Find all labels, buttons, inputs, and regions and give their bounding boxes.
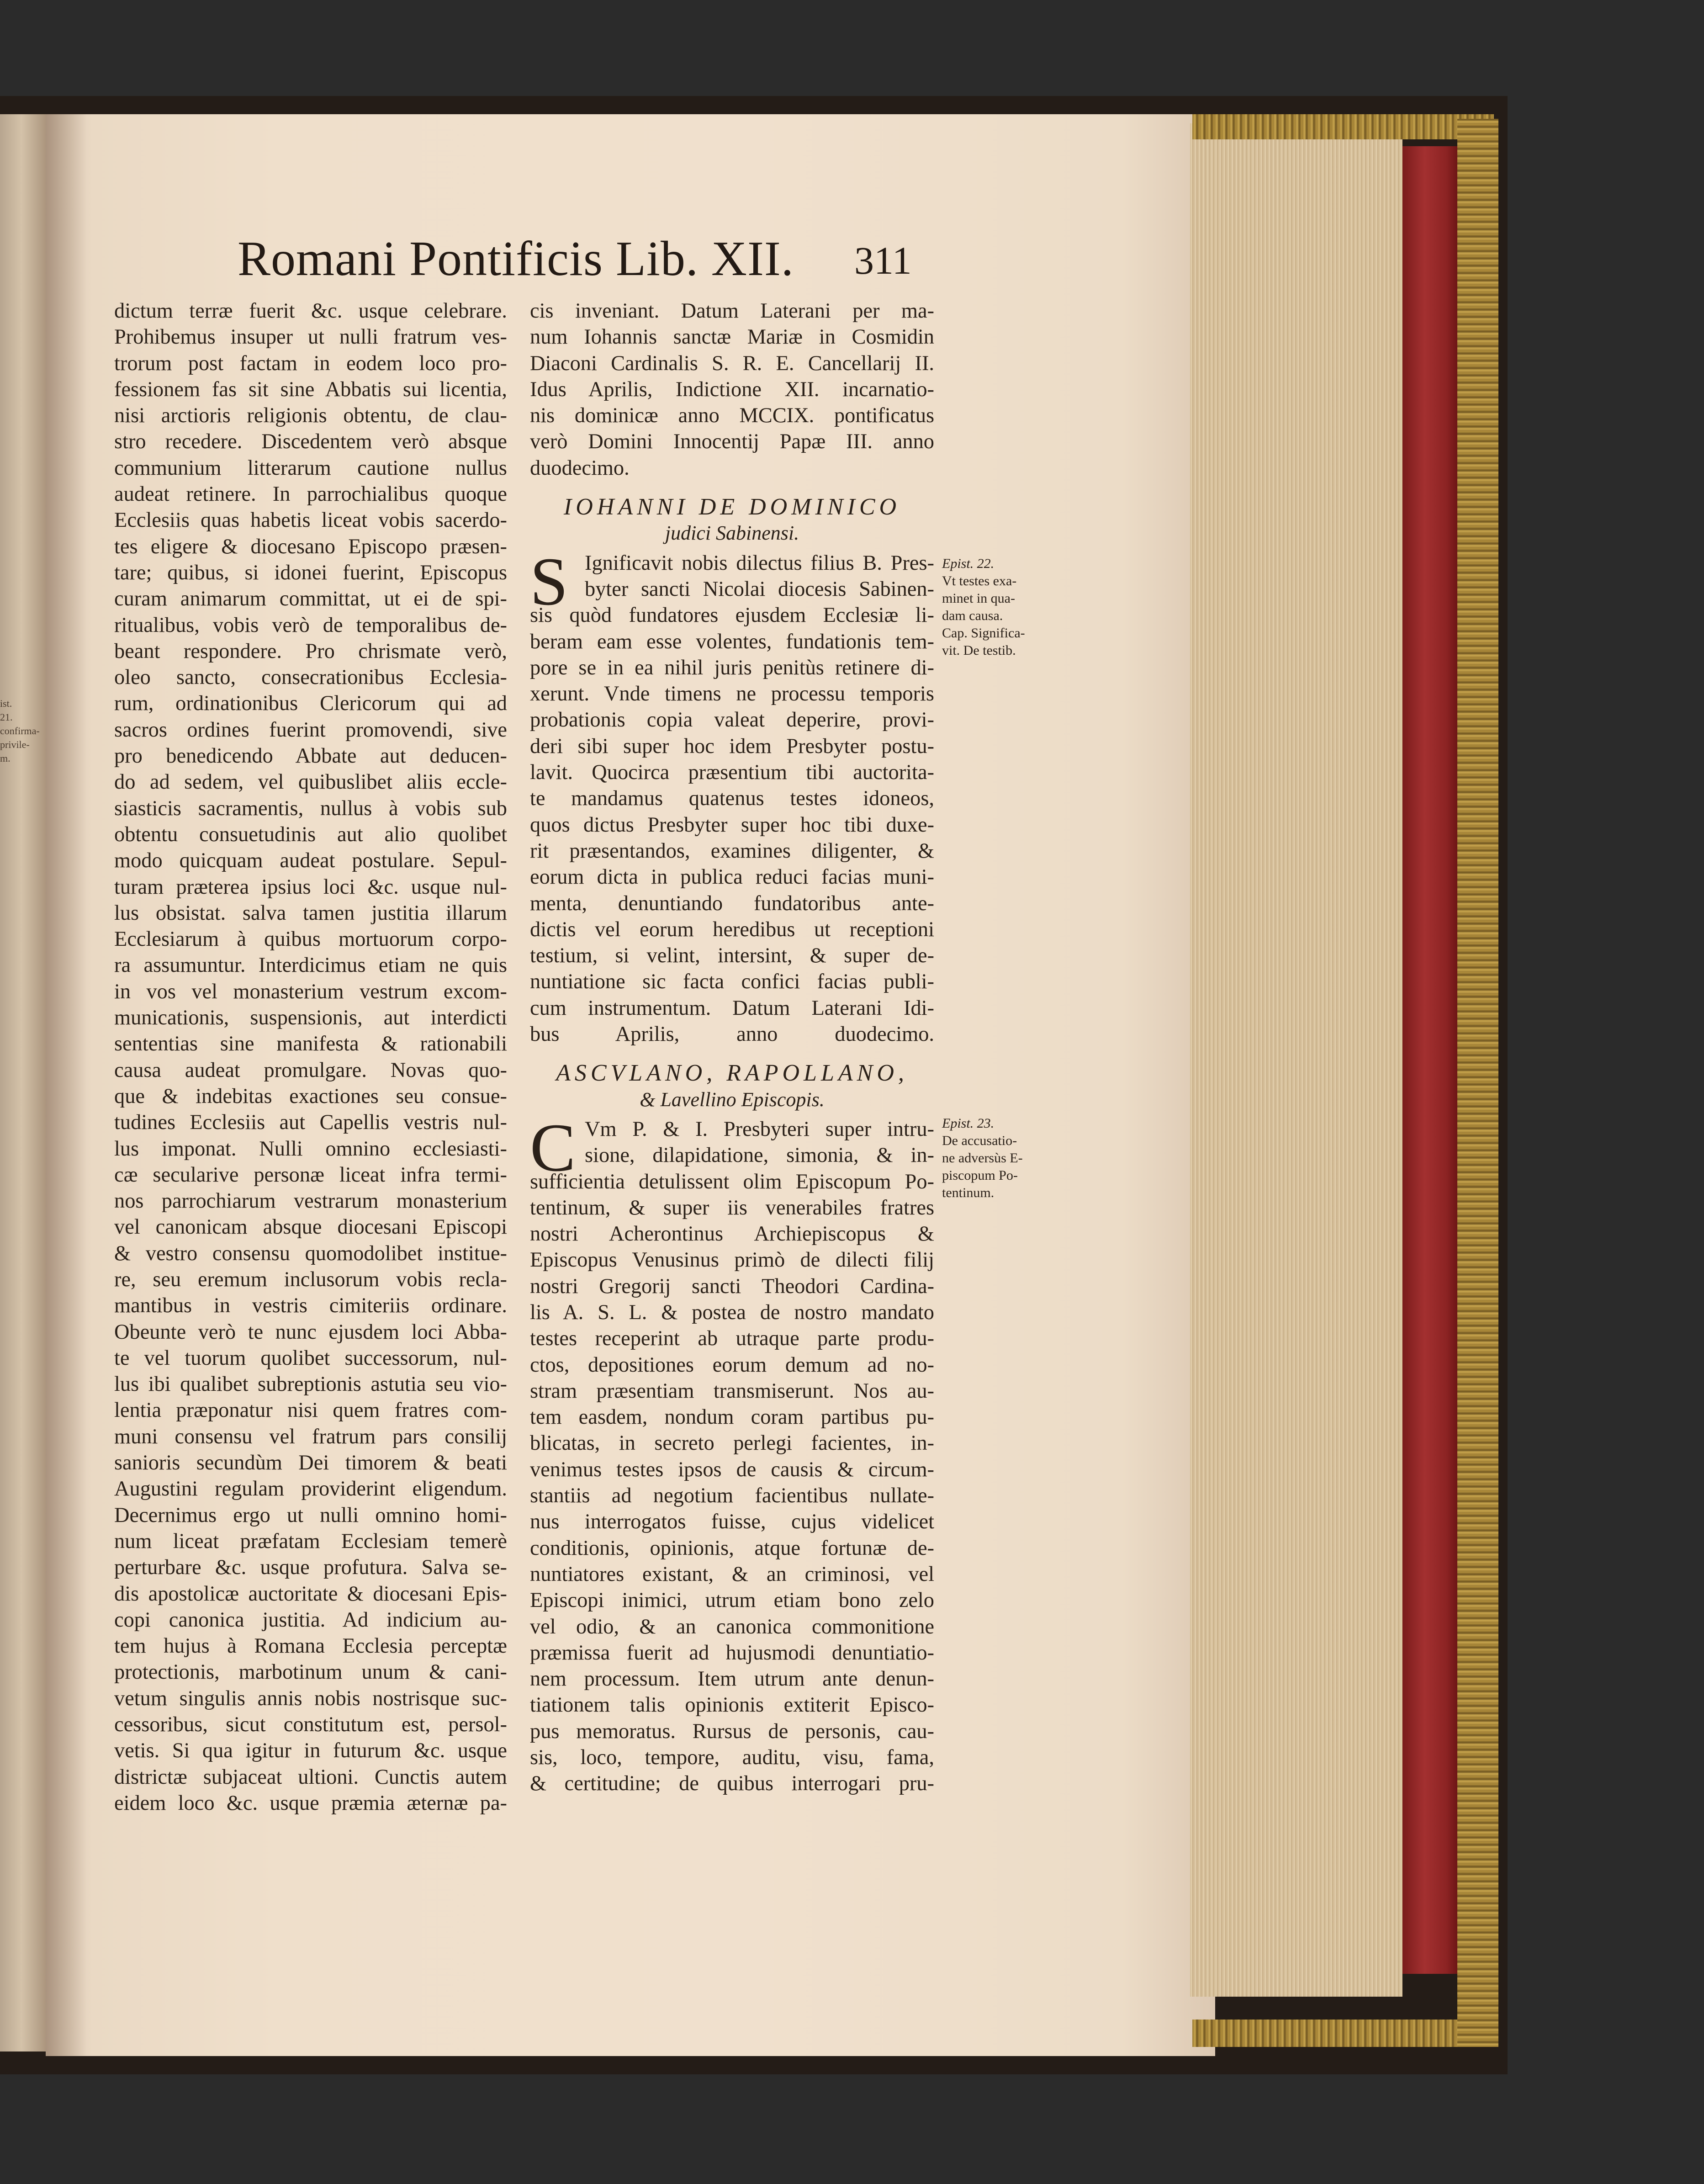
- margin-note-line: m.: [0, 753, 11, 764]
- letter1-line: sis quòd fundatores ejusdem Ecclesiæ li-: [530, 604, 934, 627]
- letter1-line: Ignificavit nobis dilectus filius B. Pres-: [585, 551, 934, 575]
- letter2-line: tem easdem, nondum coram partibus pu-: [530, 1405, 934, 1429]
- margin-note-line: vit. De testib.: [942, 643, 1016, 658]
- left-column-line: num liceat præfatam Ecclesiam temerè: [114, 1529, 507, 1553]
- left-column-line: Ecclesiis quas habetis liceat vobis sacerdo-: [114, 509, 507, 532]
- letter2-line: præmissa fuerit ad hujusmodi denuntiatio-: [530, 1641, 934, 1665]
- letter1-line: quos dictus Presbyter super hoc tibi duxe-: [530, 813, 934, 837]
- left-column-line: & vestro consensu quomodolibet institue-: [114, 1241, 507, 1265]
- left-column-line: lus imponat. Nulli omnino ecclesiasti-: [114, 1137, 507, 1161]
- letter1-line: pore se in ea nihil juris penitùs retinere di-: [530, 656, 934, 679]
- letter2-dropcap: C: [530, 1109, 576, 1186]
- gutter-shadow: [46, 114, 87, 2056]
- left-column-line: nos parrochiarum vestrarum monasterium: [114, 1189, 507, 1213]
- letter1-body: [530, 543, 934, 1048]
- margin-note-line: confirma-: [0, 725, 40, 737]
- left-column-line: districtæ subjaceat ultioni. Cunctis autem: [114, 1765, 507, 1789]
- letter2-line: stantiis ad negotium facientibus nullate-: [530, 1484, 934, 1508]
- closing-line: Idus Aprilis, Indictione XII. incarnatio-: [530, 377, 934, 401]
- margin-note-line: ne adversùs E-: [942, 1150, 1023, 1166]
- left-column-line: lus obsistat. salva tamen justitia illarum: [114, 901, 507, 925]
- left-column-line: dis apostolicæ auctoritate & diocesani Epis-: [114, 1582, 507, 1606]
- letter1-line: deri sibi super hoc idem Presbyter postu-: [530, 734, 934, 758]
- letter1-line: menta, denuntiando fundatoribus ante-: [530, 891, 934, 915]
- letter2-line: Vm P. & I. Presbyteri super intru-: [585, 1117, 934, 1141]
- margin-note-line: piscopum Po-: [942, 1168, 1018, 1183]
- left-column-line: Decernimus ergo ut nulli omnino homi-: [114, 1503, 507, 1527]
- left-column-line: tes eligere & diocesano Episcopo præsen-: [114, 535, 507, 558]
- margin-note-line: privile-: [0, 739, 30, 750]
- left-column-line: eidem loco &c. usque præmia æternæ pa-: [114, 1791, 507, 1815]
- left-column-line: Obeunte verò te nunc ejusdem loci Abba-: [114, 1320, 507, 1344]
- left-column-line: dictum terræ fuerit &c. usque celebrare.: [114, 299, 507, 323]
- letter2-line: sis, loco, tempore, auditu, visu, fama,: [530, 1746, 934, 1770]
- letter2-subheading: & Lavellino Episcopis.: [640, 1088, 825, 1111]
- closing-line: cis inveniant. Datum Laterani per ma-: [530, 299, 934, 323]
- margin-note-line: dam causa.: [942, 608, 1003, 623]
- margin-note-line: Vt testes exa-: [942, 573, 1017, 588]
- left-column-line: obtentu consuetudinis aut alio quolibet: [114, 822, 507, 846]
- letter1-line: beram eam esse volentes, fundationis tem-: [530, 630, 934, 653]
- letter2-line: tiationem talis opinionis extiterit Episco-: [530, 1693, 934, 1717]
- left-column-line: tare; quibus, si idonei fuerint, Episcopus: [114, 561, 507, 584]
- left-column-line: ritualibus, vobis verò de temporalibus de-: [114, 613, 507, 637]
- left-column-line: lentia præponatur nisi quem fratres com-: [114, 1399, 507, 1422]
- left-column-line: audeat retinere. In parrochialibus quoque: [114, 482, 507, 506]
- left-column-line: te vel tuorum quolibet successorum, nul-: [114, 1346, 507, 1370]
- letter2-line: conditionis, opinionis, atque fortunæ de-: [530, 1536, 934, 1560]
- page-block-edges: [1190, 123, 1402, 1997]
- letter2-line: nem processum. Item utrum ante denun-: [530, 1667, 934, 1691]
- letter2-line: vel odio, & an canonica commonitione: [530, 1615, 934, 1638]
- left-column-line: turam præterea ipsius loci &c. usque nul-: [114, 875, 507, 899]
- letter1-line: xerunt. Vnde timens ne processu temporis: [530, 682, 934, 706]
- closing-line: duodecimo.: [530, 456, 630, 480]
- letter2-line: nostri Acherontinus Archiepiscopus &: [530, 1222, 934, 1246]
- letter1-line: byter sancti Nicolai diocesis Sabinen-: [585, 577, 934, 601]
- letter2-line: nostri Gregorij sancti Theodori Cardina-: [530, 1274, 934, 1298]
- left-column-line: cessoribus, sicut constitutum est, persol-: [114, 1713, 507, 1737]
- margin-note-line: De accusatio-: [942, 1133, 1017, 1148]
- letter-closing-text: [530, 298, 934, 481]
- letter1-line: nuntiatione sic facta confici facias publi-: [530, 970, 934, 994]
- left-column-line: sententias sine manifesta & rationabili: [114, 1032, 507, 1056]
- gilt-border-top: [1192, 114, 1494, 139]
- left-column-line: vel canonicam absque diocesani Episcopi: [114, 1215, 507, 1239]
- letter2-line: pus memoratus. Rursus de personis, cau-: [530, 1719, 934, 1743]
- left-column-line: sanioris secundùm Dei timorem & beati: [114, 1451, 507, 1475]
- left-column-line: communium litterarum cautione nullus: [114, 456, 507, 480]
- letter1-line: probationis copia valeat deperire, provi-: [530, 708, 934, 732]
- margin-note-line: Epist. 23.: [942, 1116, 995, 1131]
- letter1-line: lavit. Quocirca præsentium tibi auctorita-: [530, 761, 934, 785]
- left-column-line: curam animarum committat, ut ei de spi-: [114, 587, 507, 611]
- left-column-line: vetum singulis annis nobis nostrisque suc-: [114, 1686, 507, 1710]
- letter1-heading: IOHANNI DE DOMINICO: [563, 494, 901, 520]
- letter1-line: rit præsentandos, examines diligenter, &: [530, 839, 934, 863]
- letter2-body: [530, 1109, 934, 1797]
- letter2-line: lis A. S. L. & postea de nostro mandato: [530, 1300, 934, 1324]
- left-column-line: copi canonica justitia. Ad indicium au-: [114, 1608, 507, 1632]
- left-column-line: fessionem fas sit sine Abbatis sui licentia,: [114, 377, 507, 401]
- left-column-line: vetis. Si qua igitur in futurum &c. usque: [114, 1739, 507, 1763]
- left-column-line: Ecclesiarum à quibus mortuorum corpo-: [114, 928, 507, 951]
- left-column-line: tem hujus à Romana Ecclesia perceptæ: [114, 1634, 507, 1658]
- left-column-line: muni consensu vel fratrum pars consilij: [114, 1425, 507, 1448]
- letter2-line: ctos, depositiones eorum demum ad no-: [530, 1353, 934, 1377]
- left-column-line: oleo sancto, consecrationibus Ecclesia-: [114, 666, 507, 689]
- letter2-line: nuntiatores existant, & an criminosi, vel: [530, 1562, 934, 1586]
- left-column-line: tudines Ecclesiis aut Capellis vestris nul-: [114, 1111, 507, 1134]
- left-column-line: modo quicquam audeat postulare. Sepul-: [114, 849, 507, 873]
- left-column-line: que & indebitas exactiones seu consue-: [114, 1084, 507, 1108]
- letter1-line: cum instrumentum. Datum Laterani Idi-: [530, 996, 934, 1020]
- left-column-line: beant respondere. Pro chrismate verò,: [114, 639, 507, 663]
- letter1-line: testium, si velint, intersint, & super de-: [530, 944, 934, 968]
- left-column-line: ra assumuntur. Interdicimus etiam ne quis: [114, 954, 507, 977]
- closing-line: verò Domini Innocentij Papæ III. anno: [530, 430, 934, 454]
- letter2-line: testes receperint ab utraque parte produ-: [530, 1327, 934, 1351]
- letter2-line: Episcopi inimici, utrum etiam bono zelo: [530, 1589, 934, 1612]
- gilt-cover-edge: [1457, 119, 1498, 2047]
- left-column-line: cæ secularive personæ liceat infra termi-: [114, 1163, 507, 1187]
- left-column-line: mantibus in vestris cimiteriis ordinare.: [114, 1294, 507, 1318]
- letter2-line: sione, dilapidatione, simonia, & in-: [585, 1144, 934, 1167]
- letter2-line: stram præsentiam transmiserunt. Nos au-: [530, 1379, 934, 1403]
- facing-page-margin-note: [0, 697, 40, 765]
- left-column-line: trorum post factam in eodem loco pro-: [114, 351, 507, 375]
- letter1-dropcap: S: [530, 543, 568, 620]
- marbled-endpaper: [1402, 146, 1457, 1974]
- left-column-line: Augustini regulam providerint eligendum.: [114, 1477, 507, 1501]
- left-text-column: [114, 298, 507, 1816]
- letter1-line: eorum dicta in publica reduci facias muni-: [530, 865, 934, 889]
- running-title: Romani Pontificis Lib. XII.: [238, 232, 794, 286]
- margin-note-line: ist. 21.: [0, 698, 13, 723]
- left-column-line: municationis, suspensionis, aut interdicti: [114, 1006, 507, 1030]
- gilt-border-bottom: [1192, 2020, 1494, 2047]
- letter2-heading: ASCVLANO, RAPOLLANO,: [556, 1060, 908, 1087]
- letter2-line: Episcopus Venusinus primò de dilecti filij: [530, 1248, 934, 1272]
- left-column-line: pro benedicendo Abbate aut deducen-: [114, 744, 507, 768]
- letter2-line: nus interrogatos fuisse, cujus videlicet: [530, 1510, 934, 1534]
- left-column-line: nisi arctioris religionis obtentu, de clau-: [114, 404, 507, 428]
- left-column-line: lus ibi qualibet subreptionis astutia seu vio-: [114, 1373, 507, 1396]
- left-column-line: Prohibemus insuper ut nulli fratrum ves-: [114, 325, 507, 349]
- margin-note-line: Cap. Significa-: [942, 626, 1025, 641]
- page-number: 311: [854, 239, 912, 282]
- left-column-line: in vos vel monasterium vestrum excom-: [114, 980, 507, 1003]
- margin-note-line: Epist. 22.: [942, 556, 995, 571]
- left-column-line: protectionis, marbotinum unum & cani-: [114, 1660, 507, 1684]
- letter1-line: bus Aprilis, anno duodecimo.: [530, 1023, 934, 1046]
- letter2-line: tentinum, & super iis venerabiles fratres: [530, 1196, 934, 1219]
- left-column-line: re, seu eremum inclusorum vobis recla-: [114, 1267, 507, 1291]
- margin-note-epist-23: [942, 1115, 1047, 1202]
- left-column-line: causa audeat promulgare. Novas quo-: [114, 1058, 507, 1082]
- letter2-line: venimus testes ipsos de causis & circum-: [530, 1458, 934, 1481]
- margin-note-epist-22: [942, 555, 1047, 659]
- closing-line: Diaconi Cardinalis S. R. E. Cancellarij II.: [530, 351, 934, 375]
- left-column-line: stro recedere. Discedentem verò absque: [114, 430, 507, 454]
- letter2-line: sufficientia detulissent olim Episcopum Po-: [530, 1170, 934, 1193]
- facing-page-edge: [0, 114, 48, 2051]
- margin-note-line: minet in qua-: [942, 591, 1015, 606]
- margin-note-line: tentinum.: [942, 1185, 995, 1200]
- closing-line: num Iohannis sanctæ Mariæ in Cosmidin: [530, 325, 934, 349]
- letter1-subheading: judici Sabinensi.: [665, 522, 799, 545]
- left-column-line: siasticis sacramentis, nullus à vobis sub: [114, 796, 507, 820]
- left-column-line: perturbare &c. usque profutura. Salva se-: [114, 1556, 507, 1580]
- right-text-column: [530, 298, 934, 1797]
- letter1-line: te mandamus quatenus testes idoneos,: [530, 787, 934, 811]
- left-column-line: rum, ordinationibus Clericorum qui ad: [114, 692, 507, 716]
- left-column-line: sacros ordines fuerint promovendi, sive: [114, 718, 507, 742]
- letter2-line: & certitudine; de quibus interrogari pru-: [530, 1772, 934, 1796]
- letter2-line: blicatas, in secreto perlegi facientes, in-: [530, 1431, 934, 1455]
- left-column-line: do ad sedem, vel quibuslibet aliis eccle-: [114, 770, 507, 794]
- closing-line: nis dominicæ anno MCCIX. pontificatus: [530, 404, 934, 428]
- letter1-line: dictis vel eorum heredibus ut receptioni: [530, 917, 934, 941]
